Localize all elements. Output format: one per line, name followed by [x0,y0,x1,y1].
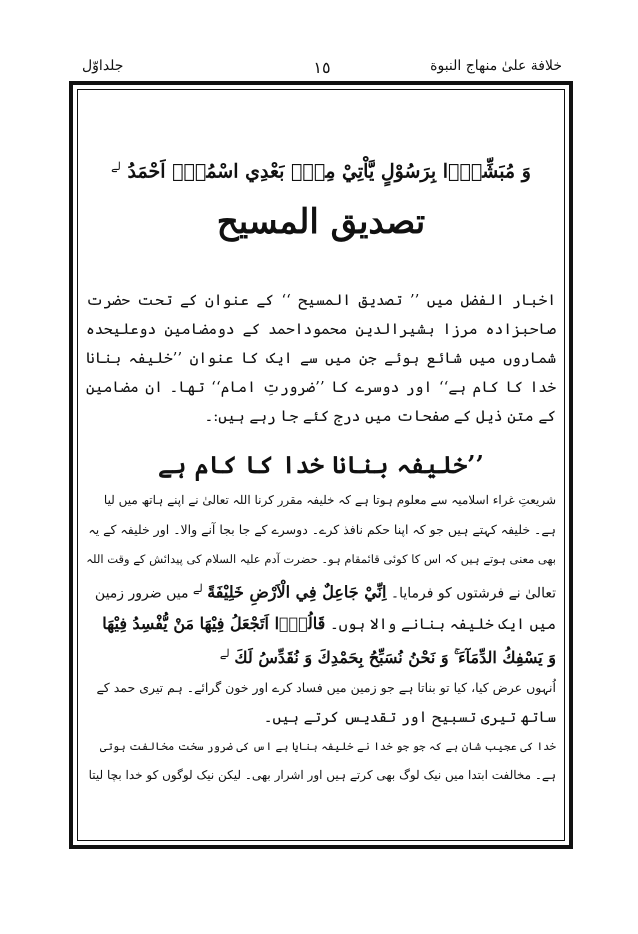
body-paragraph [86,486,556,791]
body-line: شریعتِ غراء اسلامیہ سے معلوم ہوتا ہے کہ خلیفہ مقرر کرنا اللہ تعالیٰ نے اپنے ہاتھ میں لیا [103,493,556,507]
intro-paragraph: اخبار الفضل میں ’’ تصدیق المسیح ‘‘ کے عنوان کے تحت حضرت صاحبزادہ مرزا بشیرالدین محموداحمد کے دومضامین دوعلیحدہ شماروں میں شائع ہوئے جن میں سے ایک کا عنوان ’’خلیفہ بنانا خدا کا کام ہے‘‘ اور دوسرے کا ’’ضرورتِ امام‘‘ تھا۔ ان مضامین کے متن ذیل کے صفحات میں درج کئے جا رہے ہیں:۔ [86,291,556,425]
body-line [86,574,556,609]
body-line: ساتھ تیری تسبیح اور تقدیس کرتے ہیں۔ [263,707,556,726]
body-line: ہے۔ مخالفت ابتدا میں نیک لوگ بھی کرتے ہیں اور اشرار بھی۔ لیکن نیک لوگوں کو خدا بچا لیتا [88,768,556,783]
body-line [86,609,556,639]
body-text: میں ایک خلیفہ بنانے والا ہوں۔ [330,614,556,633]
footnote-marker: لے [219,647,230,661]
book-title: خلافة علیٰ منهاج النبوة [430,58,562,74]
volume-label: جلداوّل [82,58,124,74]
body-text: میں ضرور زمین [94,585,189,602]
page-content [78,150,564,840]
arabic-quote: اِنِّيْ جَاعِلٌ فِي الْاَرْضِ خَلِيْفَةً [207,582,387,602]
article-title: تصدیق المسیح [216,202,426,242]
quranic-verse [78,160,564,182]
body-line: بھی معنی ہوتے ہیں کہ اس کا کوئی قائمقام ہو۔ حضرت آدم علیہ السلام کی پیدائش کے وقت اللہ [86,551,556,566]
arabic-quote: وَ يَسْفِكُ الدِّمَآءَ ۚ وَ نَحْنُ نُسَبِّحُ بِحَمْدِكَ وَ نُقَدِّسُ لَكَ [234,648,556,668]
page-number: ١٥ [313,58,331,77]
footnote-marker: لے [111,160,121,173]
body-line: اُنہوں عرض کیا، کیا تو بناتا ہے جو زمین میں فساد کرے اور خون گرائے۔ ہم تیری حمد کے [96,680,556,696]
body-line: خدا کی عجیب شان ہے کہ جو جو خدا نے خلیفہ بنایا ہے اس کی ضرور سخت مخالفت ہوتی [99,740,556,754]
body-line: ہے۔ خلیفہ کہتے ہیں جو کہ اپنا حکم نافذ کرے۔ دوسرے کے جا بجا آنے والا۔ اور خلیفہ کے یہ [88,522,556,538]
section-heading: ’’خلیفہ بنانا خدا کا کام ہے [158,450,484,479]
body-line [86,639,556,673]
verse-text: وَ مُبَشِّرًۢا بِرَسُوْلٍ يَّاْتِيْ مِنْۢ بَعْدِي اسْمُهٗۤ اَحْمَدُ [127,160,531,183]
footnote-marker: لے [192,581,203,595]
body-text: تعالیٰ نے فرشتوں کو فرمایا۔ [390,585,556,602]
page-header [82,58,562,82]
arabic-quote: قَالُوْۤا اَتَجْعَلُ فِيْهَا مَنْ يُّفْسِدُ فِيْهَا [102,613,326,633]
